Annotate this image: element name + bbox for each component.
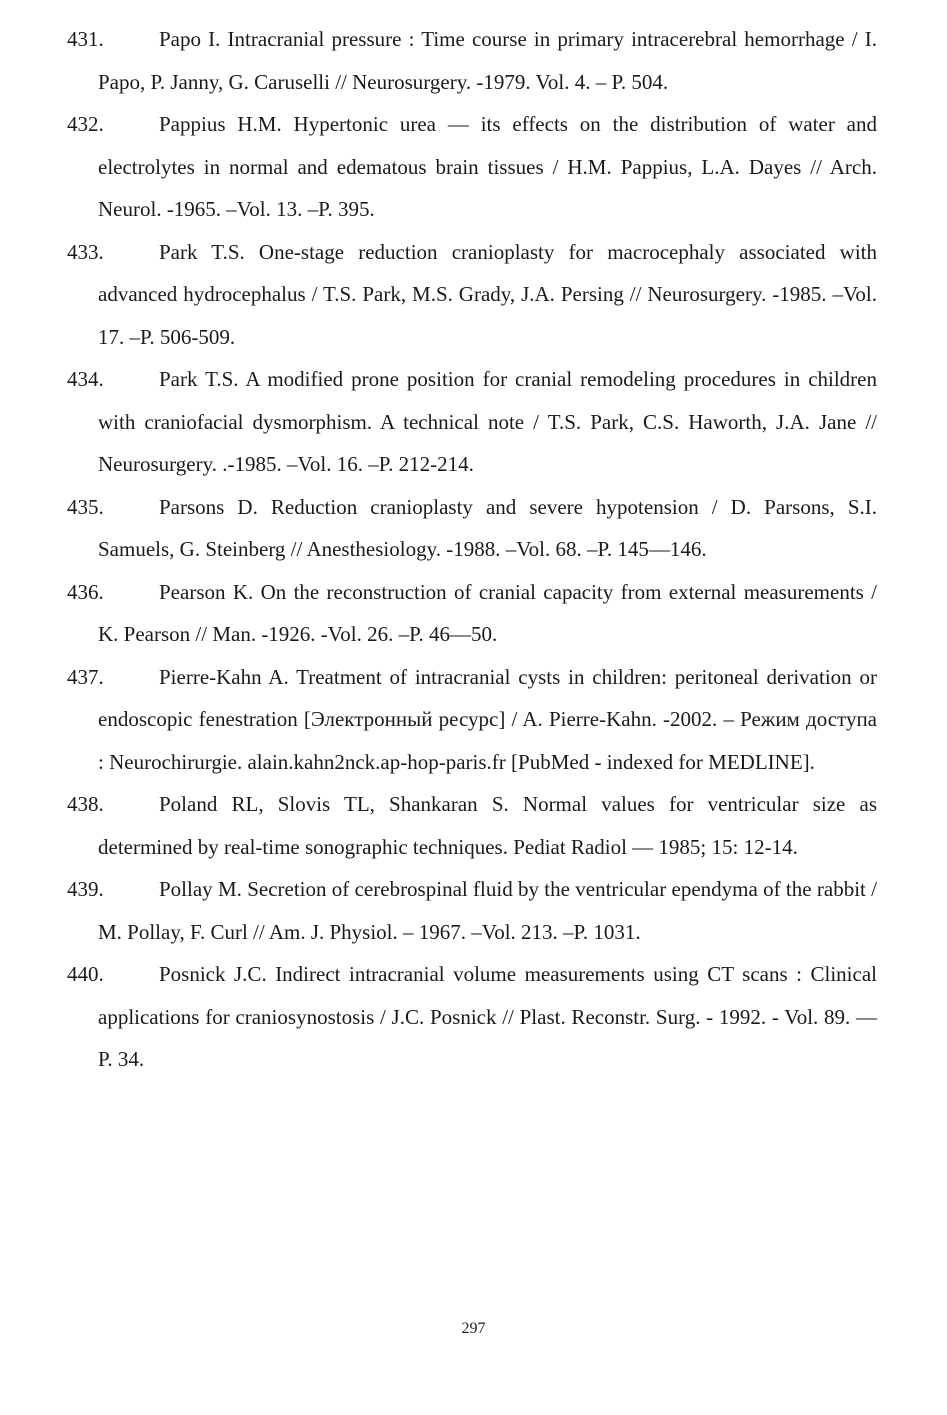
page-number: 297: [461, 1320, 486, 1337]
reference-item: [67, 571, 877, 656]
reference-number: 435.: [67, 494, 104, 519]
reference-number: 431.: [67, 27, 104, 51]
reference-number: 433.: [67, 239, 104, 264]
reference-text: Pollay M. Secretion of cerebrospinal fluid by the ventricular ependyma of the rabbit / M. Pollay, F. Curl // Am. J. Physiol. – 1967. –Vol. 213. –P. 1031.: [98, 877, 877, 944]
reference-item: [67, 18, 877, 103]
reference-text: Posnick J.C. Indirect intracranial volume measurements using CT scans : Clinical applications for craniosynostosis / J.C. Posnick // Plast. Reconstr. Surg. - 1992. - Vol. 89. — P. 34.: [98, 962, 877, 1071]
reference-item: [67, 358, 877, 486]
reference-text: Pappius H.M. Hypertonic urea — its effects on the distribution of water and electrolytes in normal and edematous brain tissues / H.M. Pappius, L.A. Dayes // Arch. Neurol. -1965. –Vol. 13. –P. 395.: [98, 112, 877, 221]
reference-text: Poland RL, Slovis TL, Shankaran S. Normal values for ventricular size as determined by real-time sonographic techniques. Pediat Radiol — 1985; 15: 12-14.: [98, 792, 877, 859]
reference-number: 436.: [67, 579, 104, 604]
reference-number: 439.: [67, 877, 104, 901]
reference-number: 438.: [67, 792, 104, 816]
reference-list: [0, 18, 947, 1081]
reference-item: [67, 103, 877, 231]
reference-item: [67, 953, 877, 1081]
reference-text: Papo I. Intracranial pressure : Time course in primary intracerebral hemorrhage / I. Papo, P. Janny, G. Caruselli // Neurosurgery. -1979. Vol. 4. – P. 504.: [98, 27, 877, 94]
reference-item: [67, 868, 877, 953]
reference-text: Pierre-Kahn A. Treatment of intracranial cysts in children: peritoneal derivation or endoscopic fenestration [Электронный ресурс] / A. Pierre-Kahn. -2002. – Режим доступа : Neurochirurgie. alain.kahn2nck.ap-hop-paris.fr [PubMed - indexed for MEDLINE].: [98, 664, 877, 774]
reference-item: [67, 486, 877, 571]
reference-number: 440.: [67, 962, 104, 986]
reference-number: 434.: [67, 367, 104, 391]
reference-item: [67, 656, 877, 784]
reference-text: Parsons D. Reduction cranioplasty and severe hypotension / D. Parsons, S.I. Samuels, G. Steinberg // Anesthesiology. -1988. –Vol. 68. –P. 145—146.: [98, 494, 877, 561]
reference-item: [67, 783, 877, 868]
reference-text: Pearson K. On the reconstruction of cranial capacity from external measurements / K. Pearson // Man. -1926. -Vol. 26. –P. 46—50.: [98, 579, 877, 646]
reference-text: Park T.S. A modified prone position for cranial remodeling procedures in children with craniofacial dysmorphism. A technical note / T.S. Park, C.S. Haworth, J.A. Jane // Neurosurgery. .-1985. –Vol. 16. –P. 212-214.: [98, 367, 877, 476]
reference-number: 437.: [67, 664, 104, 689]
reference-number: 432.: [67, 112, 104, 136]
reference-text: Park T.S. One-stage reduction cranioplasty for macrocephaly associated with advanced hydrocephalus / T.S. Park, M.S. Grady, J.A. Persing // Neurosurgery. -1985. –Vol. 17. –P. 506-509.: [98, 239, 877, 349]
reference-item: [67, 231, 877, 359]
